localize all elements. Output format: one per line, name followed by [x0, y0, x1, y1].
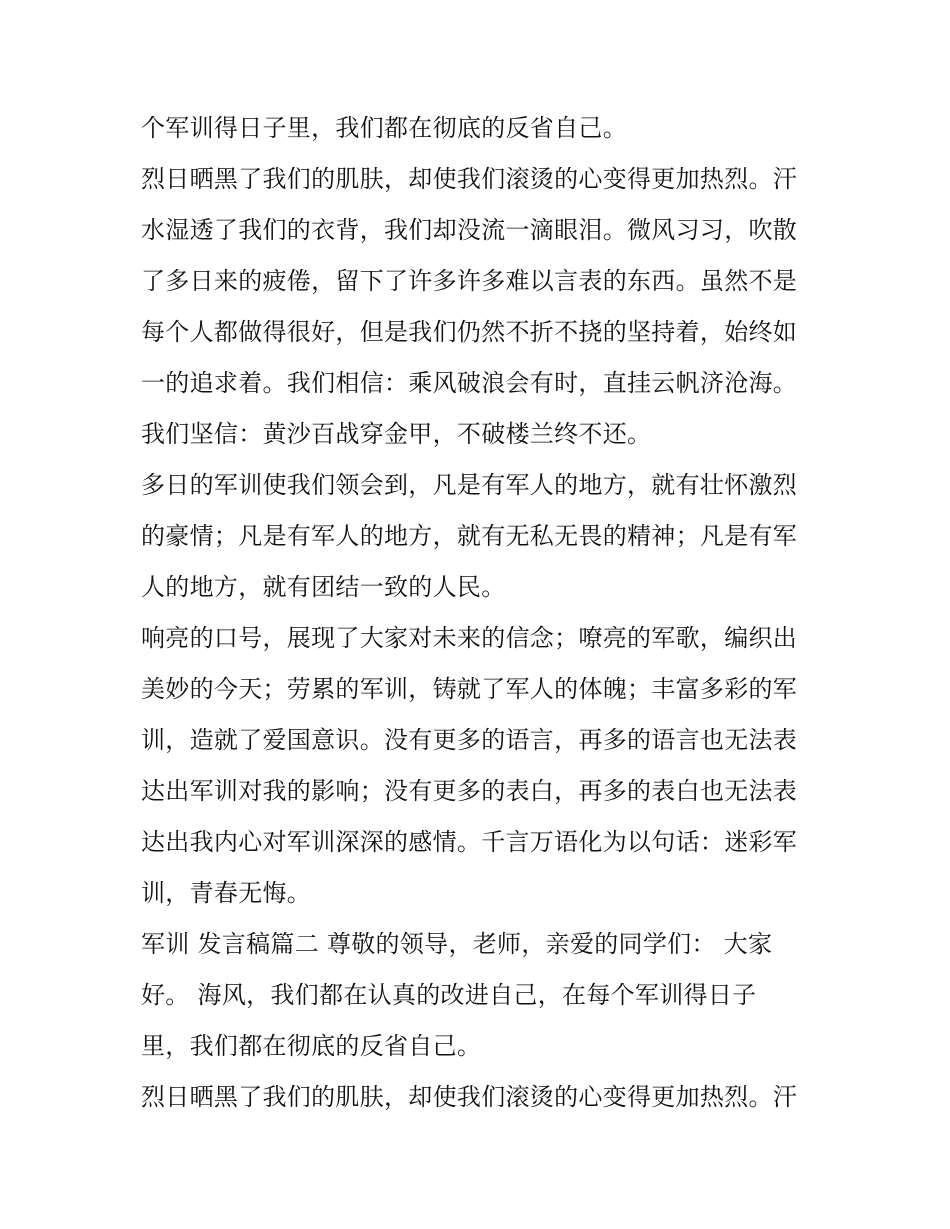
text-line-15: 达出我内心对军训深深的感情。千言万语化为以句话：迷彩军 — [141, 828, 798, 856]
text-line-16: 训，青春无悔。 — [141, 879, 312, 907]
text-line-13: 训，造就了爱国意识。没有更多的语言，再多的语言也无法表 — [141, 726, 798, 754]
text-line-18: 好。 海风，我们都在认真的改进自己，在每个军训得日子 — [141, 981, 757, 1009]
text-line-12: 美妙的今天；劳累的军训，铸就了军人的体魄；丰富多彩的军 — [141, 675, 798, 703]
text-line-14: 达出军训对我的影响；没有更多的表白，再多的表白也无法表 — [141, 777, 798, 805]
text-line-9: 的豪情；凡是有军人的地方，就有无私无畏的精神；凡是有军 — [141, 522, 798, 550]
text-line-19: 里，我们都在彻底的反省自己。 — [141, 1032, 482, 1060]
text-line-11: 响亮的口号，展现了大家对未来的信念；嘹亮的军歌，编织出 — [141, 624, 798, 652]
text-line-3: 水湿透了我们的衣背，我们却没流一滴眼泪。微风习习，吹散 — [141, 216, 798, 244]
text-line-4: 了多日来的疲倦，留下了许多许多难以言表的东西。虽然不是 — [141, 267, 798, 295]
text-line-6: 一的追求着。我们相信：乘风破浪会有时，直挂云帆济沧海。 — [141, 369, 798, 397]
text-line-20: 烈日晒黑了我们的肌肤，却使我们滚烫的心变得更加热烈。汗 — [141, 1083, 798, 1111]
text-line-5: 每个人都做得很好，但是我们仍然不折不挠的坚持着，始终如 — [141, 318, 798, 346]
text-line-1: 个军训得日子里，我们都在彻底的反省自己。 — [141, 114, 627, 142]
text-line-2: 烈日晒黑了我们的肌肤，却使我们滚烫的心变得更加热烈。汗 — [141, 165, 798, 193]
text-line-8: 多日的军训使我们领会到，凡是有军人的地方，就有壮怀激烈 — [141, 471, 798, 499]
text-line-17: 军训 发言稿篇二 尊敬的领导，老师，亲爱的同学们： 大家 — [141, 930, 773, 958]
text-line-10: 人的地方，就有团结一致的人民。 — [141, 573, 506, 601]
text-line-7: 我们坚信：黄沙百战穿金甲，不破楼兰终不还。 — [141, 420, 652, 448]
